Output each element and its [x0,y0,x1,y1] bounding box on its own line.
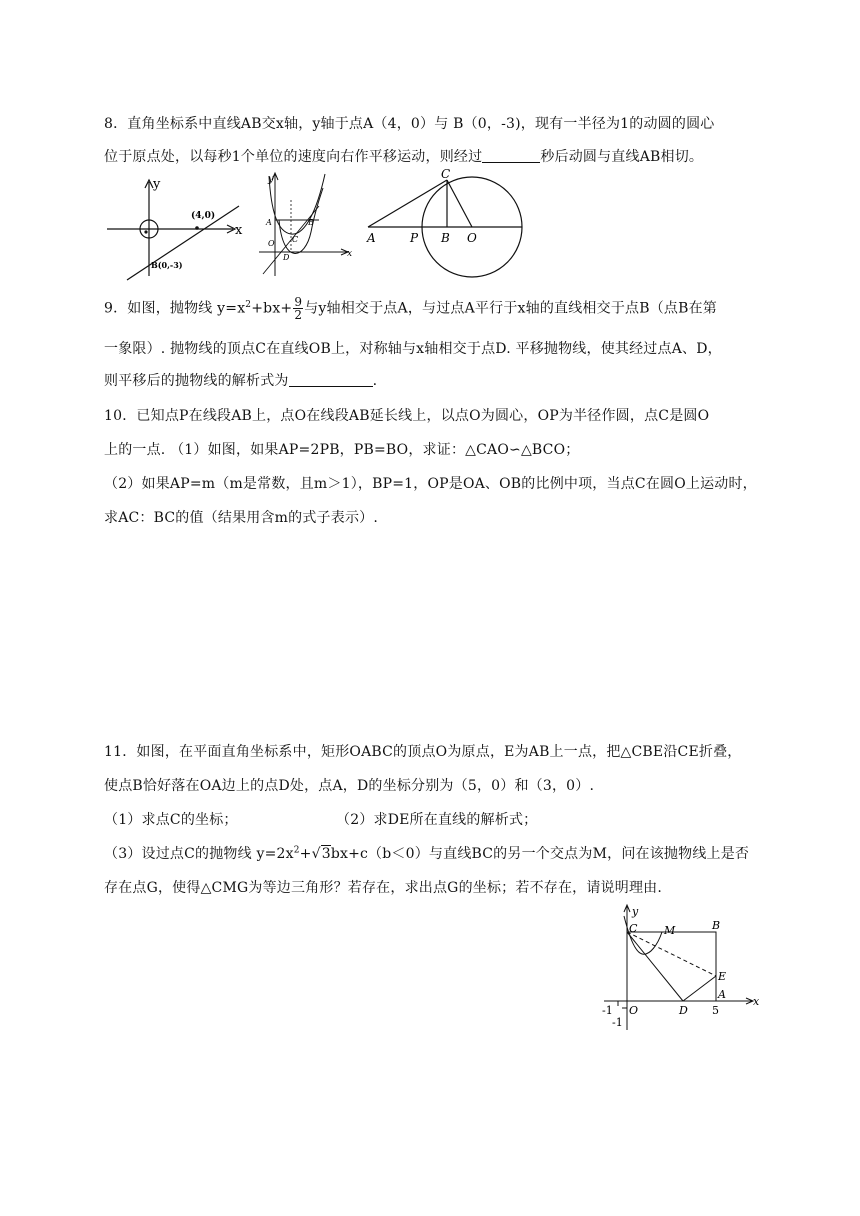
label-a: (4,0) [191,211,216,221]
label-c: C [629,922,638,935]
q9-line3 [104,370,377,390]
q11-line4-text-a: （3）设过点C的抛物线 y=2x [104,846,294,862]
label-b: B [308,218,314,227]
q8-line2 [104,146,703,166]
q10-line3: （2）如果AP=m（m是常数，且m＞1），BP=1，OP是OA、OB的比例中项，当点C在圆O上运动时， [104,476,757,492]
label-d: D [283,253,290,262]
label-y: y [632,905,639,918]
label-c: C [292,235,299,244]
q11-line2: 使点B恰好落在OA边上的点D处，点A，D的坐标分别为（5，0）和（3，0）. [104,778,595,794]
q8-line2-text-b: 秒后动圆与直线AB相切。 [540,149,704,165]
label-x: x [235,223,243,238]
parabola-translated [279,188,323,253]
label-m: M [664,924,676,937]
label-b: B [712,919,721,932]
label-neg1-y: -1 [612,1016,623,1029]
figure-rectangle-fold [596,902,764,1032]
q11-line1: 11．如图，在平面直角坐标系中，矩形OABC的顶点O为原点，E为AB上一点，把△CBE沿CE折叠， [104,744,742,760]
q11-line5: 存在点G，使得△CMG为等边三角形？若存在，求出点G的坐标；若不存在，请说明理由. [104,880,663,896]
q11-part2: （2）求DE所在直线的解析式； [336,812,538,828]
q9-line1 [104,296,717,321]
label-a: A [266,218,272,227]
label-p: P [410,231,419,245]
segment-de [683,976,716,1001]
figure-circle-tangent [364,166,524,282]
q9-answer-blank[interactable] [289,372,373,387]
q9-fraction-numerator: 9 [294,295,303,309]
label-c: C [441,167,451,181]
figure-parabola [257,170,355,278]
q8-line2-text-a: 位于原点处，以每秒1个单位的速度向右作平移运动，则经过 [104,149,483,165]
q10-line4: 求AC：BC的值（结果用含m的式子表示）. [104,510,379,526]
rectangle-oabc [627,932,716,1001]
q11-line4-text-c: bx+c（b＜0）与直线BC的另一个交点为M，问在该抛物线上是否 [330,846,750,862]
label-o: O [467,231,477,245]
q11-exponent: 2 [293,845,300,856]
label-e: E [718,970,727,983]
q10-line1: 10．已知点P在线段AB上，点O在线段AB延长线上，以点O为圆心，OP为半径作圆，点C是圆O [104,408,710,424]
label-x: x [753,995,760,1008]
label-d: D [679,1004,688,1017]
q11-radicand: 3 [321,846,331,862]
label-o: O [268,239,275,248]
label-b: B(0,-3) [151,260,183,270]
label-b: B [441,231,450,245]
segment-ac [368,180,447,227]
q10-line2: 上的一点. （1）如图，如果AP=2PB，PB=BO，求证：△CAO∽△BCO； [104,442,580,458]
sqrt-sign: √ [311,846,321,862]
segment-ce [627,932,716,976]
q11-part1: （1）求点C的坐标； [104,812,238,828]
q9-line1-text-a: 9．如图，抛物线 y=x [104,300,246,317]
label-x: x [347,249,353,259]
q8-line1: 8．直角坐标系中直线AB交x轴，y轴于点A（4，0）与 B（0，-3)，现有一半径为1的动圆的圆心 [104,116,715,132]
line-ab [127,206,239,280]
label-neg1-x: -1 [602,1004,613,1017]
label-five: 5 [712,1004,719,1017]
figure-axes-circle-line [103,176,243,278]
label-y: y [268,174,274,185]
segment-co [447,180,472,227]
q9-exponent: 2 [245,299,252,310]
label-o: O [629,1004,639,1017]
q8-answer-blank[interactable] [482,148,540,163]
q11-line4-text-b: + [299,846,312,862]
label-y: y [153,177,161,192]
label-a: A [718,988,726,1001]
q9-line1-text-c: 与y轴相交于点A，与过点A平行于x轴的直线相交于点B（点B在第 [304,300,718,317]
q9-line1-text-b: +bx+ [251,300,293,317]
q9-fraction-denominator: 2 [294,308,303,322]
segment-cd [627,932,683,1001]
label-a: A [367,231,376,245]
q9-line3-text-b: . [372,373,378,389]
q11-line4 [104,843,749,863]
q9-line3-text-a: 则平移后的抛物线的解析式为 [104,373,289,389]
q9-line2: 一象限）. 抛物线的顶点C在直线OB上，对称轴与x轴相交于点D. 平移抛物线，使其经过点A、D， [104,341,722,357]
q11-line3 [104,809,538,829]
parabola-original [269,174,325,234]
q9-fraction [293,296,303,321]
